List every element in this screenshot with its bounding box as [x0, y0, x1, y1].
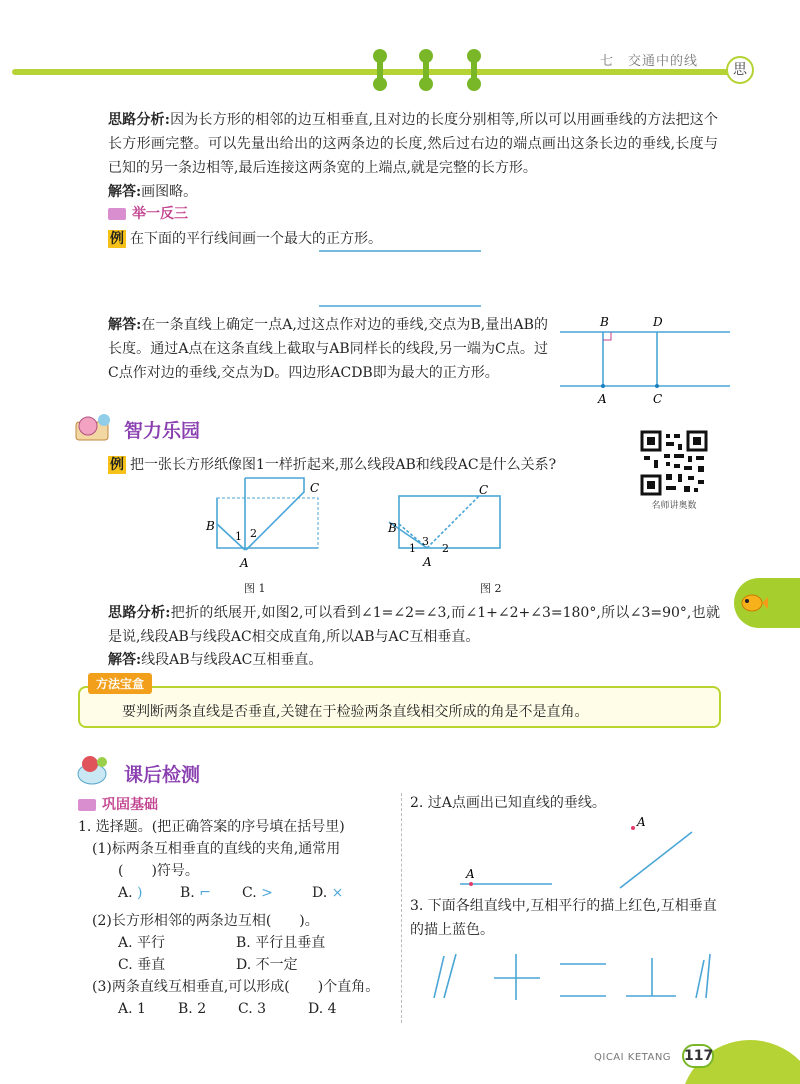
q1-sub1: (1)标两条互相垂直的直线的夹角,通常用 — [92, 841, 341, 857]
q1-sub1-options — [78, 882, 398, 904]
option-c[interactable]: C. > — [242, 885, 273, 901]
q1-sub1b: ( )符号。 — [118, 863, 199, 879]
q1-sub2-row1 — [78, 932, 398, 954]
answer-label: 解答: — [108, 317, 142, 333]
column-divider — [401, 793, 402, 1023]
qr-code-icon[interactable] — [640, 430, 708, 496]
section-title: 举一反三 — [132, 206, 188, 222]
section-zhili-title: 智力乐园 — [124, 420, 201, 442]
label-a: A — [598, 392, 607, 406]
q3-pair-5[interactable] — [696, 954, 710, 998]
answer-text: 线段AB与线段AC互相垂直。 — [141, 652, 323, 668]
label-a: A — [423, 555, 432, 569]
option-a[interactable]: A. 1 — [118, 1001, 146, 1017]
brand-text: QICAI KETANG — [594, 1052, 672, 1063]
method-tag: 方法宝盒 — [88, 673, 152, 694]
section-title: 巩固基础 — [102, 797, 158, 813]
example2-question — [108, 454, 556, 474]
fig1-caption: 图 1 — [244, 582, 266, 595]
answer-line — [108, 180, 718, 204]
angle-2: 2 — [442, 542, 449, 555]
answer-text: 在一条直线上确定一点A,过这点作对边的垂线,交点为B,量出AB的长度。通过A点在这条直线上截取与AB同样长的线段,另一端为C点。过C点作对边的垂线,交点为D。四边形ACDB即为最大的正方形。 — [108, 317, 548, 381]
label-b: B — [206, 519, 215, 533]
header-post — [471, 53, 477, 87]
angle-1: 1 — [235, 530, 242, 543]
section-gonggu — [78, 794, 158, 814]
label-d: D — [653, 315, 663, 329]
fold-figure-2 — [384, 482, 514, 574]
angle-2: 2 — [250, 527, 257, 540]
analysis-label: 思路分析: — [108, 112, 170, 128]
question-1 — [78, 816, 398, 1020]
section-juyi — [108, 203, 188, 223]
option-c[interactable]: C. 垂直 — [118, 957, 166, 973]
header-rule — [12, 69, 734, 75]
book-icon — [78, 799, 96, 811]
q3-figures — [420, 948, 730, 1004]
option-a[interactable]: A. ) — [118, 885, 143, 901]
fig2-caption: 图 2 — [480, 582, 502, 595]
example2-answer — [108, 648, 718, 672]
q1-sub3-options — [78, 998, 398, 1020]
point-c — [655, 384, 659, 388]
q3-pair-3[interactable] — [560, 964, 606, 996]
analysis-paragraph — [108, 108, 718, 180]
point-a — [601, 384, 605, 388]
q3-pair-2[interactable] — [494, 954, 540, 1000]
analysis-text: 因为长方形的相邻的边互相垂直,且对边的长度分别相等,所以可以用画垂线的方法把这个长方形画完整。可以先量出给出的这两条边的长度,然后过右边的端点画出这条长边的垂线,长度与已知的另一条边相等,最后连接这两条宽的上端点,就是完整的长方形。 — [108, 112, 718, 176]
fish-icon — [738, 588, 768, 618]
option-d[interactable]: D. × — [312, 885, 344, 901]
label-c: C — [479, 483, 489, 497]
right-angle-mark — [603, 332, 611, 340]
example2-text: 把一张长方形纸像图1一样折起来,那么线段AB和线段AC是什么关系? — [130, 457, 557, 473]
option-b[interactable]: B. 2 — [178, 1001, 207, 1017]
example-badge: 例 — [110, 231, 124, 247]
label-b: B — [600, 315, 609, 329]
parallel-lines-figure — [300, 245, 500, 315]
q3-pair-4[interactable] — [626, 958, 676, 996]
q3-stem: 3. 下面各组直线中,互相平行的描上红色,互相垂直的描上蓝色。 — [410, 898, 717, 938]
example1-text: 在下面的平行线间画一个最大的正方形。 — [130, 231, 382, 247]
given-line-2 — [620, 832, 692, 888]
option-b[interactable]: B. 平行且垂直 — [236, 935, 326, 951]
header-post — [423, 53, 429, 87]
method-text: 要判断两条直线是否垂直,关键在于检验两条直线相交所成的角是不是直角。 — [122, 704, 589, 720]
chapter-title: 七 交通中的线 — [600, 54, 699, 69]
option-b[interactable]: B. ⌐ — [180, 885, 211, 901]
page-number: 117 — [682, 1044, 714, 1068]
example1-answer — [108, 313, 548, 385]
label-a1: A — [466, 867, 475, 881]
q2-stem: 2. 过A点画出已知直线的垂线。 — [410, 795, 606, 811]
answer-text: 画图略。 — [141, 184, 198, 200]
square-figure — [556, 312, 736, 412]
label-c: C — [310, 481, 320, 495]
mascot-icon — [74, 752, 118, 786]
option-c[interactable]: C. 3 — [238, 1001, 267, 1017]
section-kehou-title: 课后检测 — [124, 764, 201, 786]
analysis-text: 把折的纸展开,如图2,可以看到∠1=∠2=∠3,而∠1+∠2+∠3=180°,所以∠3=90°,也就是说,线段AB与线段AC相交成直角,所以AB与AC互相垂直。 — [108, 605, 721, 645]
q1-sub2: (2)长方形相邻的两条边互相( )。 — [92, 913, 319, 929]
q1-sub3: (3)两条直线互相垂直,可以形成( )个直角。 — [92, 979, 380, 995]
option-d[interactable]: D. 4 — [308, 1001, 337, 1017]
qr-caption: 名师讲奥数 — [651, 501, 697, 511]
q3-pair-1[interactable] — [434, 954, 456, 998]
label-a2: A — [637, 815, 646, 829]
option-d[interactable]: D. 不一定 — [236, 957, 298, 973]
label-c: C — [653, 392, 663, 406]
header-post — [377, 53, 383, 87]
label-b: B — [388, 521, 397, 535]
angle-3: 3 — [422, 535, 429, 548]
analysis-label: 思路分析: — [108, 605, 171, 621]
option-a[interactable]: A. 平行 — [118, 935, 166, 951]
q2-figure — [430, 812, 730, 892]
point-a1 — [469, 882, 473, 886]
header-badge-icon: 思 — [726, 56, 754, 84]
fold-figure-1 — [200, 474, 330, 574]
answer-label: 解答: — [108, 652, 142, 668]
q1-stem: 1. 选择题。(把正确答案的序号填在括号里) — [78, 819, 345, 835]
q1-sub2-row2 — [78, 954, 398, 976]
point-a2 — [631, 826, 635, 830]
example2-analysis — [108, 601, 720, 649]
angle-1: 1 — [409, 542, 416, 555]
answer-label: 解答: — [108, 184, 142, 200]
label-a: A — [240, 556, 249, 570]
example-badge: 例 — [110, 457, 124, 473]
book-icon — [108, 208, 126, 220]
mascot-icon — [74, 412, 118, 444]
